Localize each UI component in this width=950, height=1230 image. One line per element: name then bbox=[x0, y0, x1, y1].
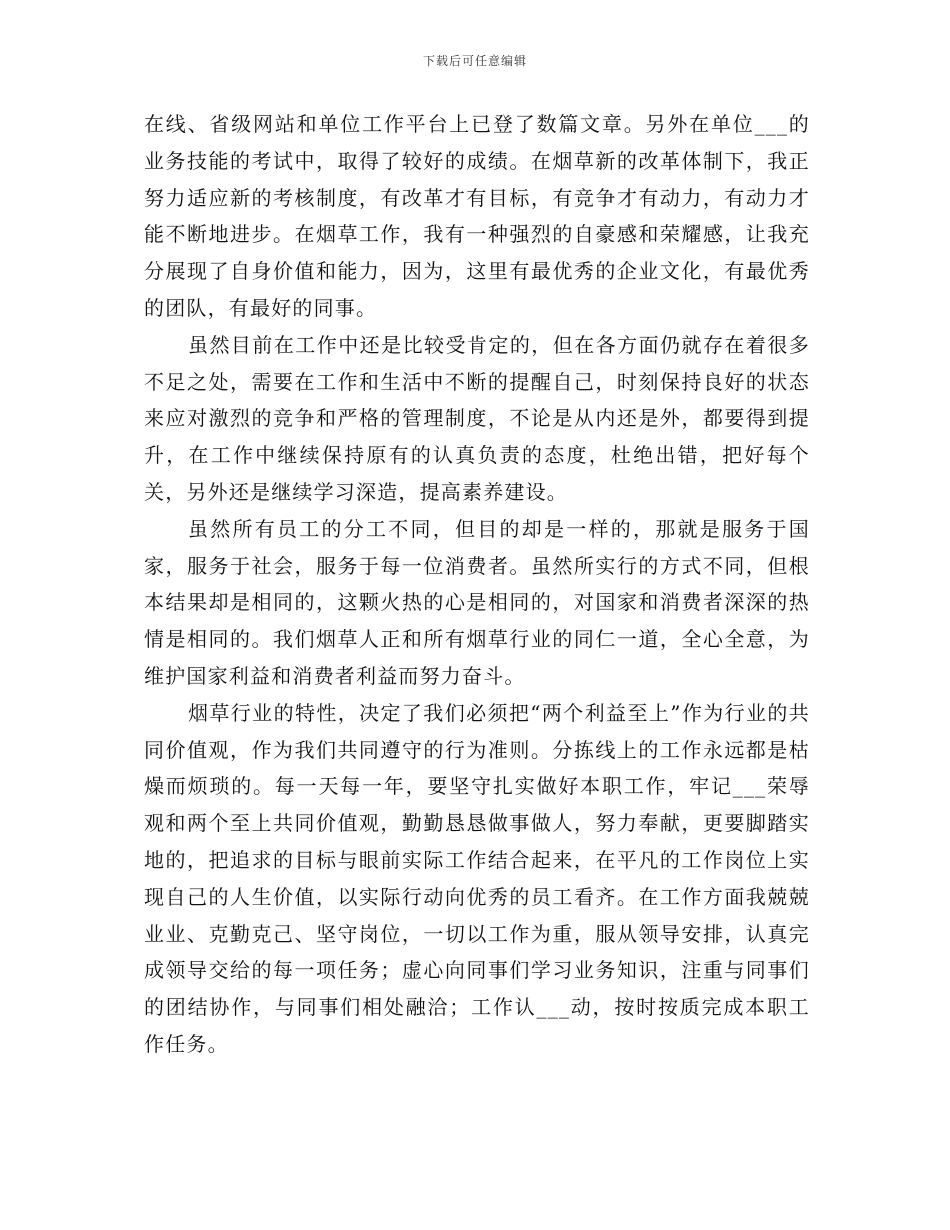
page-header-note: 下载后可任意编辑 bbox=[422, 54, 527, 68]
document-body bbox=[144, 106, 810, 1063]
paragraph-1: 在线、省级网站和单位工作平台上已登了数篇文章。另外在单位___的业务技能的考试中，取得了较好的成绩。在烟草新的改革体制下，我正努力适应新的考核制度，有改革才有目标，有竞争才有动力，有动力才能不断地进步。在烟草工作，我有一种强烈的自豪感和荣耀感，让我充分展现了自身价值和能力，因为，这里有最优秀的企业文化，有最优秀的团队，有最好的同事。 bbox=[144, 112, 810, 320]
paragraph-4: 烟草行业的特性，决定了我们必须把“两个利益至上”作为行业的共同价值观，作为我们共同遵守的行为准则。分拣线上的工作永远都是枯燥而烦琐的。每一天每一年，要坚守扎实做好本职工作，牢记___荣辱观和两个至上共同价值观，勤勤恳恳做事做人，努力奉献，更要脚踏实地的，把追求的目标与眼前实际工作结合起来，在平凡的工作岗位上实现自己的人生价值，以实际行动向优秀的员工看齐。在工作方面我兢兢业业、克勤克己、坚守岗位，一切以工作为重，服从领导安排，认真完成领导交给的每一项任务；虚心向同事们学习业务知识，注重与同事们的团结协作，与同事们相处融洽；工作认___动，按时按质完成本职工作任务。 bbox=[144, 700, 810, 1056]
paragraph-3: 虽然所有员工的分工不同，但目的却是一样的，那就是服务于国家，服务于社会，服务于每一位消费者。虽然所实行的方式不同，但根本结果却是相同的，这颗火热的心是相同的，对国家和消费者深深的热情是相同的。我们烟草人正和所有烟草行业的同仁一道，全心全意，为维护国家利益和消费者利益而努力奋斗。 bbox=[144, 516, 810, 688]
paragraph-2: 虽然目前在工作中还是比较受肯定的，但在各方面仍就存在着很多不足之处，需要在工作和生活中不断的提醒自己，时刻保持良好的状态来应对激烈的竞争和严格的管理制度，不论是从内还是外，都要得到提升，在工作中继续保持原有的认真负责的态度，杜绝出错，把好每个关，另外还是继续学习深造，提高素养建设。 bbox=[144, 332, 810, 504]
